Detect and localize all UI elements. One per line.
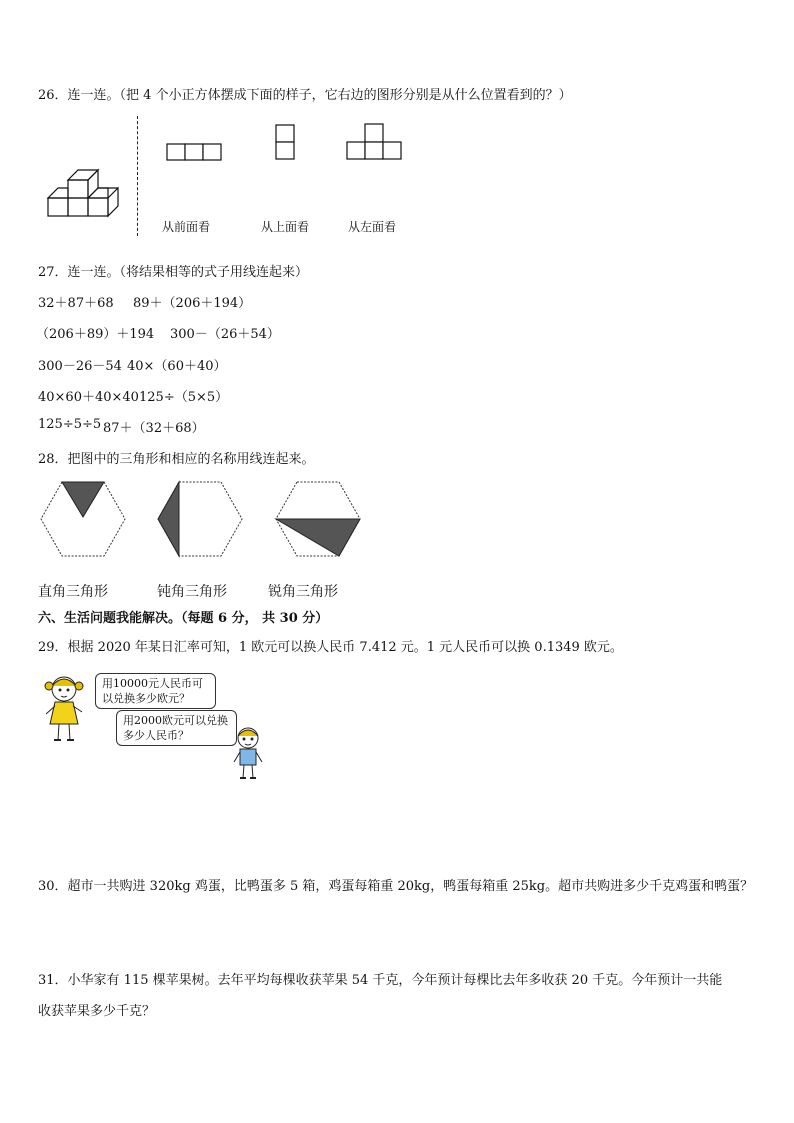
expr-right-1: 89＋（206＋194） [133, 296, 252, 311]
dashed-divider [137, 116, 138, 236]
question-29-text: 29．根据 2020 年某日汇率可知，1 欧元可以换人民币 7.412 元。1 元人民币可以换 0.1349 欧元。 [38, 640, 623, 655]
expr-right-2: 300－（26＋54） [170, 327, 280, 342]
question-26-text: 26．连一连。（把 4 个小正方体摆成下面的样子，它右边的图形分别是从什么位置看到的？） [38, 88, 572, 103]
expr-left-1: 32＋87＋68 [38, 296, 114, 311]
front-view-figure [166, 143, 222, 161]
triangle-name-obtuse: 钝角三角形 [157, 584, 227, 600]
top-view-figure [275, 124, 295, 160]
hexagon-figure-2 [157, 481, 243, 557]
view-label-top: 从上面看 [261, 220, 310, 234]
boy-figure [230, 726, 266, 782]
hexagon-figure-1 [40, 481, 126, 557]
question-27-text: 27．连一连。（将结果相等的式子用线连起来） [38, 265, 309, 280]
triangle-name-acute: 锐角三角形 [268, 584, 338, 600]
expr-right-5: 87＋（32＋68） [103, 421, 205, 436]
girl-figure [42, 672, 86, 746]
question-30-text: 30．超市一共购进 320kg 鸡蛋，比鸭蛋多 5 箱，鸡蛋每箱重 20kg，鸭蛋每箱重 25kg。超市共购进多少千克鸡蛋和鸭蛋？ [38, 879, 754, 894]
boy-speech-bubble: 用2000欧元可以兑换多少人民币？ [116, 710, 237, 746]
question-31-line1: 31．小华家有 115 棵苹果树。去年平均每棵收获苹果 54 千克，今年预计每棵比去年多收获 20 千克。今年预计一共能 [38, 973, 723, 988]
question-31-line2: 收获苹果多少千克？ [38, 1004, 156, 1019]
section-6-heading: 六、生活问题我能解决。（每题 6 分， 共 30 分） [38, 611, 329, 626]
expr-left-2: （206＋89）＋194 [36, 327, 155, 342]
girl-speech-bubble: 用10000元人民币可以兑换多少欧元？ [95, 673, 216, 709]
expr-left-5: 125÷5÷5 [38, 417, 102, 432]
view-label-front: 从前面看 [162, 220, 211, 234]
cube-stack-figure [46, 160, 126, 220]
question-28-text: 28．把图中的三角形和相应的名称用线连起来。 [38, 452, 315, 467]
expr-right-4: 125÷（5×5） [139, 390, 229, 405]
view-label-left: 从左面看 [348, 220, 397, 234]
expr-left-4: 40×60＋40×40 [38, 390, 139, 405]
expr-right-3: 40×（60＋40） [127, 359, 227, 374]
expr-left-3: 300－26－54 [38, 359, 122, 374]
hexagon-figure-3 [275, 481, 361, 557]
triangle-name-right: 直角三角形 [38, 584, 108, 600]
left-view-figure [346, 123, 402, 160]
